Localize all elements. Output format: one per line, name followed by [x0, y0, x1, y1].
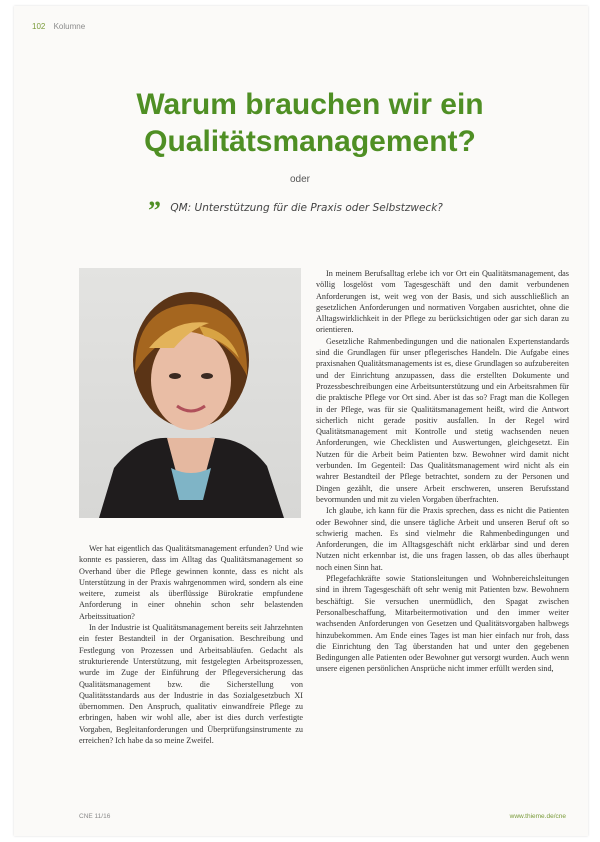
paragraph: Ich glaube, ich kann für die Praxis sprechen, dass es nicht die Patienten oder Bewohner sind, die unsere tägliche Arbeit und unseren Beruf oft so schwierig machen. Es sind vielmehr die Rahmenbedingungen und Anforderungen, die im Alltagsgeschäft nicht erklärbar sind und deren Nutzen nicht erkennbar ist, die uns fragen lassen, ob das alles überhaupt noch einen Sinn hat.: [316, 506, 569, 572]
quote-text: QM: Unterstützung für die Praxis oder Selbstzweck?: [170, 202, 443, 214]
paragraph: In der Industrie ist Qualitätsmanagement bereits seit Jahrzehnten ein fester Bestandteil in der Organisation. Beschreibung und Festlegung von Prozessen und Arbeitsabläufen. Gedacht als strukturierende Unterstützung, mit festgelegten Arbeitsprozessen, wurde im Zuge der Einführung der Pflegeversicherung das Qualitätsmanagement bzw. die Sicherstellung von Qualitätsstandards aus der Industrie in das Sozialgesetzbuch XI übernommen. Den Anspruch, qualitativ einwandfreie Pflege zu erbringen, haben wir wohl alle, aber ist dies durch verfestigte Vorgaben, Begleitanforderungen und Überprüfungsinstrumente zu erreichen? Ich habe da so meine Zweifel.: [79, 623, 303, 746]
left-column: [79, 543, 303, 746]
page-number: 102: [32, 22, 46, 31]
page-header: [32, 22, 85, 31]
footer-issue: CNE 11/16: [79, 813, 111, 820]
author-photo: [79, 268, 301, 518]
subheading-oder: oder: [289, 174, 310, 185]
paragraph: Pflegefachkräfte sowie Stationsleitungen und Wohnbereichsleitungen sind in ihrem Tagesgeschäft oft sehr wenig mit Patienten bzw. Bewohnern beschäftigt. Sie versuchen unermüdlich, den Spagat zwischen Personalbeschaffung, Mitarbeitermotivation und den immer weiter wachsenden Anforderungen von Gesetzen und Qualitätsvorgaben halbwegs hinzubekommen. Am Ende eines Tages ist man hier einfach nur froh, dass die Einrichtung den Tag überstanden hat und unter den gegebenen Bedingungen alle Patienten oder Bewohner gut versorgt wurden. Auch wenn unsere eigenen persönlichen Ansprüche nicht immer erfüllt werden sind,: [316, 574, 569, 674]
paragraph: In meinem Berufsalltag erlebe ich vor Ort ein Qualitätsmanagement, das völlig losgelöst vom Tagesgeschäft und den damit verbundenen Anforderungen ist, weit weg von der Basis, und sich ausschließlich an gesetzlichen Anforderungen und normativen Vorgaben ausrichtet, ohne die Alltagswirklichkeit in der Pflege zu berücksichtigen oder gar sich daran zu orientieren.: [316, 269, 569, 335]
section-label: Kolumne: [53, 22, 86, 31]
pull-quote: [148, 196, 528, 226]
headline: Warum brauchen wir ein Qualitätsmanagement?: [136, 88, 484, 158]
footer-url: www.thieme.de/cne: [509, 813, 566, 820]
portrait-image: [79, 268, 301, 518]
right-column: [316, 268, 569, 675]
quote-mark-icon: ”: [148, 196, 161, 225]
paragraph: Gesetzliche Rahmenbedingungen und die nationalen Expertenstandards sind die Grundlagen für unser pflegerisches Handeln. Die Aufgabe eines praxisnahen Qualitätsmanagements ist es, diese Grundlagen so aufzubereiten und der Einrichtung anzupassen, dass die erstellten Dokumente und Prozessbeschreibungen eine Arbeitsunterstützung und ein Arbeitsrahmen für die praktische Pflege vor Ort sind. Aber ist das so? Fragt man die Kollegen in der Pflege, was für sie Qualitätsmanagement heißt, wird die Antwort sicherlich nicht gerade positiv ausfallen. In der Regel wird Qualitätsmanagement mit Kontrolle und stetig wachsenden neuen Anforderungen, wie Checklisten und Auswertungen, gleichgesetzt. Ein Nutzen für die Arbeit beim Patienten bzw. Bewohner wird damit nicht verbunden. Im Gegenteil: Das Qualitätsmanagement wird nicht als ein wahrer Bestandteil der Pflege betrachtet, sondern zu der Personen und Dingen gezählt, die unsere Arbeit erschweren, unseren Berufsstand bevormunden und mit zu vielen Vorgaben überfrachten.: [316, 336, 569, 504]
paragraph: Wer hat eigentlich das Qualitätsmanagement erfunden? Und wie konnte es passieren, dass im Alltag das Qualitätsmanagement so Overhand über die Pflege gewinnen konnte, dass es nicht als Unterstützung in der Praxis wahrgenommen wird, sondern als eine weitere, zumeist als überflüssige Bürokratie empfundene Anforderung in einer ohnehin schon sehr belastenden Arbeitssituation?: [79, 544, 303, 621]
